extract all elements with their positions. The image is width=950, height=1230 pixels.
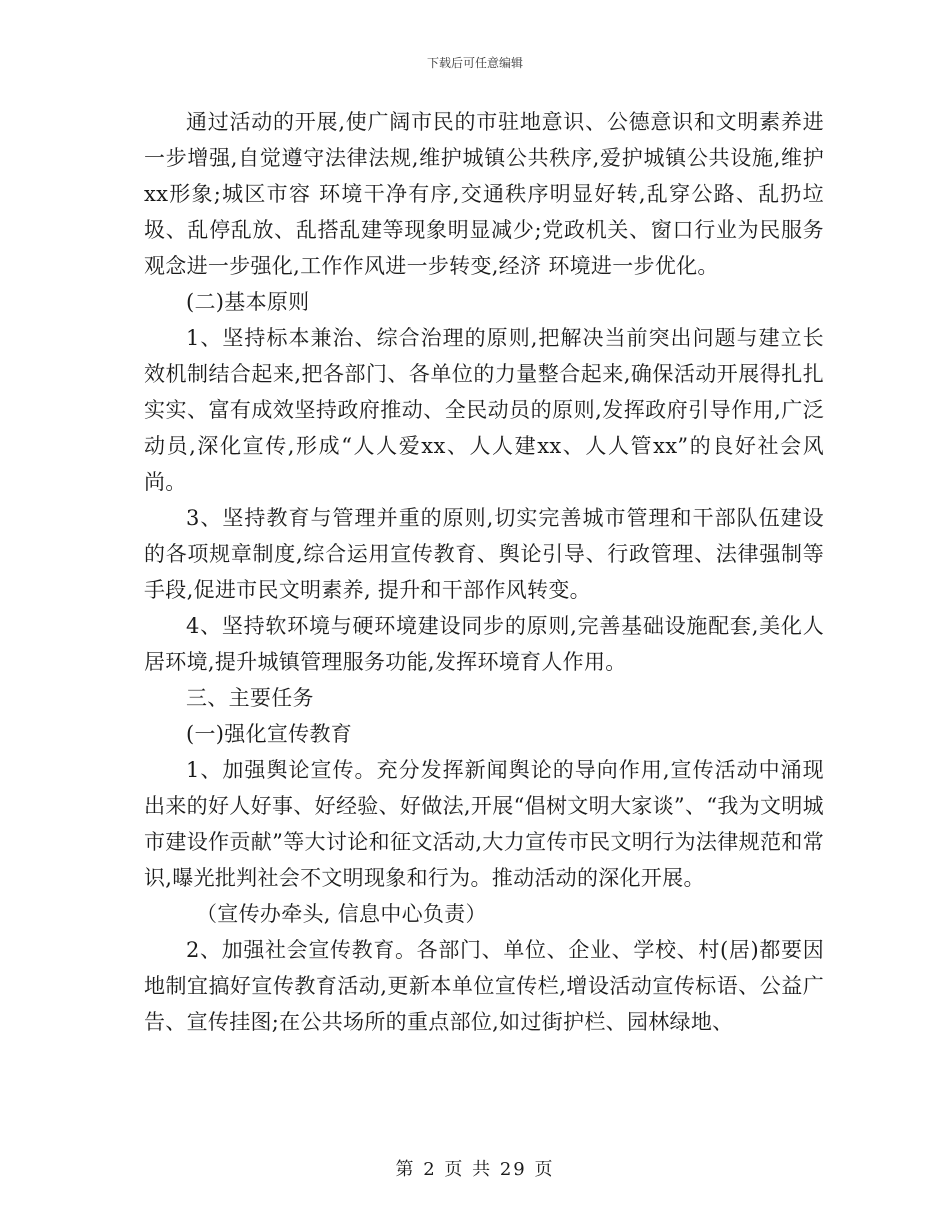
heading-main-tasks: 三、主要任务 [186,686,314,710]
heading-basic-principles: (二)基本原则 [186,290,310,314]
document-body [144,104,824,1040]
paragraph-goals: 通过活动的开展,使广阔市民的市驻地意识、公德意识和文明素养进一步增强,自觉遵守法律法规,维护城镇公共秩序,爱护城镇公共设施,维护xx形象;城区市容 环境干净有序,交通秩序明显好转,乱穿公路、乱扔垃圾、乱停乱放、乱搭乱建等现象明显减少;党政机关、窗口行业为民服务观念进一步强化,工作作风进一步转变,经济 环境进一步优化。 [144,110,824,278]
page-number: 第 2 页 共 29 页 [395,1159,555,1180]
paragraph-task-1: 1、加强舆论宣传。充分发挥新闻舆论的导向作用,宣传活动中涌现出来的好人好事、好经验、好做法,开展“倡树文明大家谈”、“我为文明城市建设作贡献”等大讨论和征文活动,大力宣传市民文明行为法律规范和常识,曝光批判社会不文明现象和行为。推动活动的深化开展。 [144,758,824,890]
paragraph-principle-4: 4、坚持软环境与硬环境建设同步的原则,完善基础设施配套,美化人居环境,提升城镇管理服务功能,发挥环境育人作用。 [144,614,824,674]
paragraph-task-2: 2、加强社会宣传教育。各部门、单位、企业、学校、村(居)都要因地制宜搞好宣传教育活动,更新本单位宣传栏,增设活动宣传标语、公益广告、宣传挂图;在公共场所的重点部位,如过街护栏、园林绿地、 [144,938,824,1034]
paragraph-responsible-note: （宣传办牵头, 信息中心负责） [196,902,487,926]
heading-strengthen-publicity: (一)强化宣传教育 [186,722,353,746]
paragraph-principle-3: 3、坚持教育与管理并重的原则,切实完善城市管理和干部队伍建设的各项规章制度,综合运用宣传教育、舆论引导、行政管理、法律强制等手段,促进市民文明素养, 提升和干部作风转变。 [144,506,824,602]
paragraph-principle-1: 1、坚持标本兼治、综合治理的原则,把解决当前突出问题与建立长效机制结合起来,把各部门、各单位的力量整合起来,确保活动开展得扎扎实实、富有成效坚持政府推动、全民动员的原则,发挥政府引导作用,广泛动员,深化宣传,形成“人人爱xx、人人建xx、人人管xx”的良好社会风尚。 [144,326,824,494]
page-header: 下载后可任意编辑 [426,56,523,70]
